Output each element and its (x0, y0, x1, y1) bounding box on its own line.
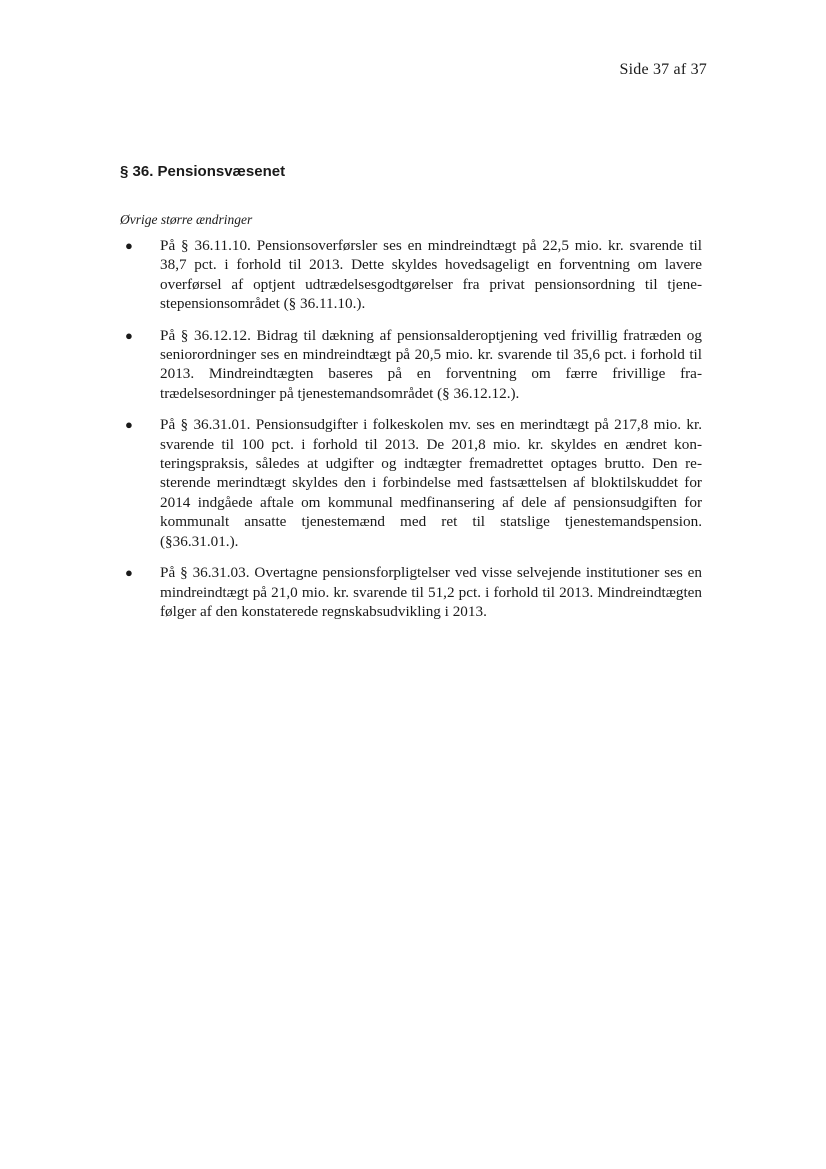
bullet-icon: ● (125, 238, 133, 253)
list-item (120, 236, 702, 314)
list-item-text: På § 36.31.03. Overtagne pensionsforpligtelser ved visse selvejende institutioner ses en mindreindtægt på 21,0 mio. kr. svarende til 51,2 pct. i forhold til 2013. Mindreindtægten følger af den konstaterede regnskabsudvikling i 2013. (160, 564, 702, 620)
list-item-text: På § 36.12.12. Bidrag til dækning af pensionsalderoptjening ved frivillig fratræden og seniorordninger ses en mindreindtægt på 20,5 mio. kr. svarende til 35,6 pct. i forhold til 2013. Mindreindtægten baseres på en forventning om færre frivillige fratrædelsesordninger på tjenestemandsområdet (§ 36.12.12.). (160, 326, 702, 402)
page-number: Side 37 af 37 (619, 61, 707, 78)
bullet-icon: ● (125, 327, 133, 343)
list-item (120, 326, 702, 404)
list-item-text: På § 36.11.10. Pensionsoverførsler ses en mindreindtægt på 22,5 mio. kr. svarende til 38,7 pct. i forhold til 2013. Dette skyldes hovedsageligt en forventning om lavere overførsel af optjent udtrædelsesgodtgørelser fra privat pensionsordning til tjenestepensionsområdet (§ 36.11.10.). (160, 237, 702, 313)
list-item (120, 563, 702, 621)
list-item-text: På § 36.31.01. Pensionsudgifter i folkeskolen mv. ses en merindtægt på 217,8 mio. kr. svarende til 100 pct. i forhold til 2013. De 201,8 mio. kr. skyldes en ændret konteringspraksis, således at udgifter og indtægter fremadrettet optages brutto. Den resterende merindtægt skyldes den i forbindelse med fastsættelsen af bloktilskuddet for 2014 indgåede aftale om kommunal medfinansering af dele af pensionsudgiften for kommunalt ansatte tjenestemænd med ret til statslige tjenestemandspension. (§36.31.01.). (160, 416, 702, 550)
bullet-icon: ● (125, 565, 133, 581)
section-heading: § 36. Pensionsvæsenet (120, 163, 286, 180)
bullet-icon: ● (125, 417, 133, 433)
bullet-list (120, 236, 702, 633)
list-item (120, 415, 702, 551)
section-subheading: Øvrige større ændringer (120, 212, 253, 227)
